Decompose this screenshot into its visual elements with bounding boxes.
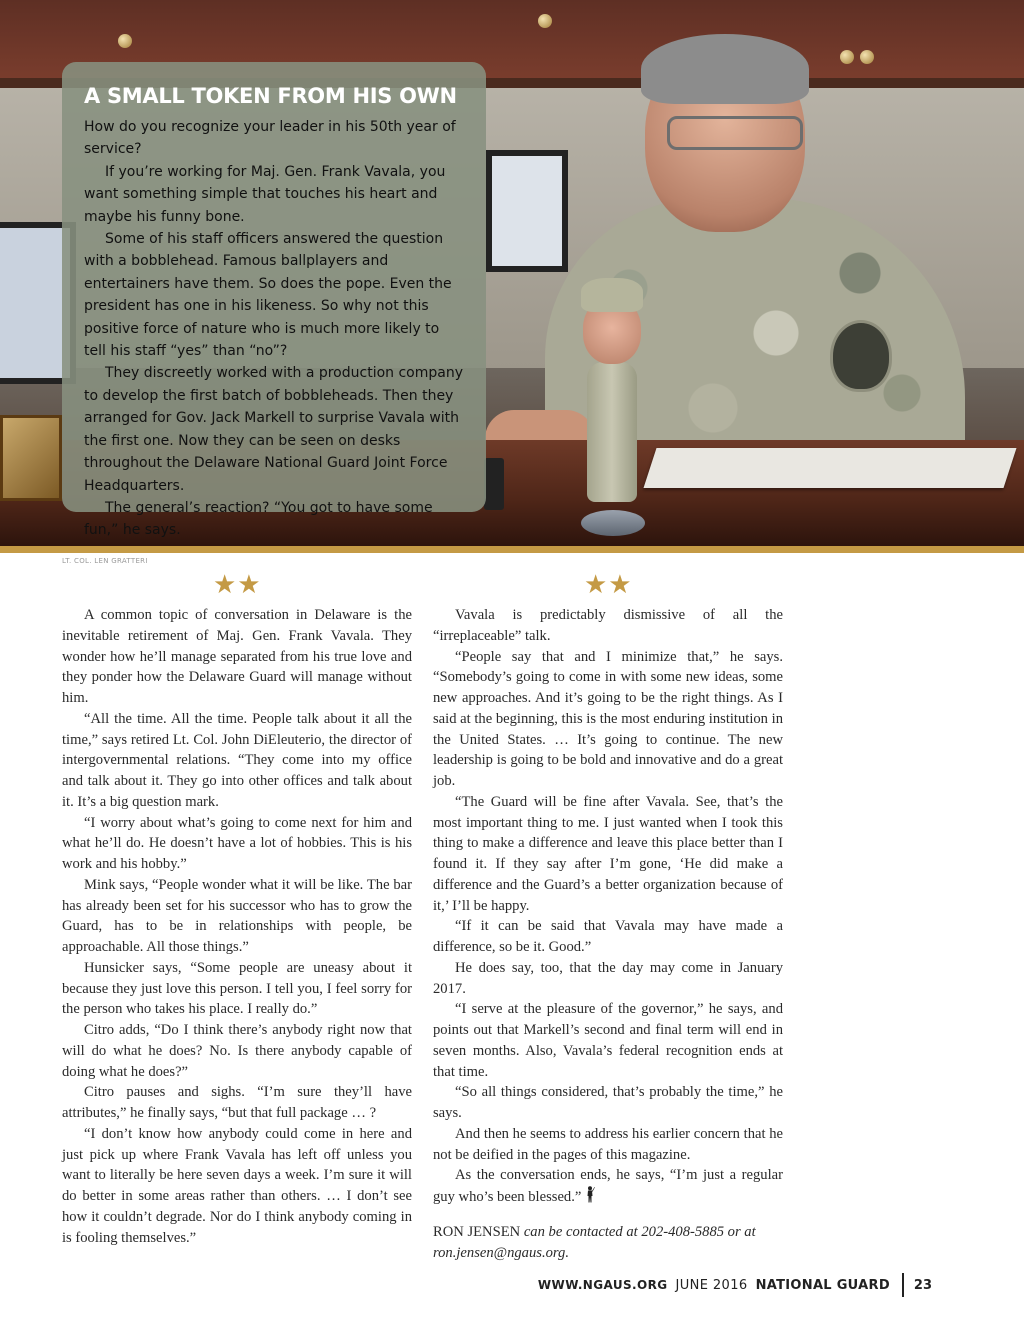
- article-paragraph: He does say, too, that the day may come in January 2017.: [433, 959, 783, 997]
- photo-papers: [644, 448, 1017, 488]
- article-paragraph: “So all things considered, that’s probably the time,” he says.: [433, 1084, 783, 1121]
- author-name: RON JENSEN: [433, 1223, 521, 1240]
- gold-divider: [0, 546, 1024, 553]
- sidebar-paragraph: The general’s reaction? “You got to have some fun,” he says.: [84, 499, 433, 539]
- soldier-end-mark-icon: [585, 1186, 595, 1203]
- article-paragraph: “I worry about what’s going to come next for him and what he’ll do. He doesn’t have a lot of hobbies. This is his work and his hobby.”: [62, 814, 412, 872]
- photo-nameplate: [0, 415, 62, 501]
- footer-magazine: NATIONAL GUARD: [755, 1277, 890, 1293]
- article-paragraph: Vavala is predictably dismissive of all the “irreplaceable” talk.: [433, 607, 783, 644]
- general-glasses: [667, 116, 803, 150]
- photo-credit: LT. COL. LEN GRATTERI: [62, 557, 148, 565]
- article-paragraph-final: [433, 1165, 783, 1208]
- star-ornament-left: ★★: [213, 570, 262, 599]
- footer-date: JUNE 2016: [675, 1277, 748, 1293]
- article-paragraph: “The Guard will be fine after Vavala. See, that’s the most important thing to me. I just wanted when I took this thing to make a difference and leave this place better than I found it. If they say after I’m gone, ‘He did make a difference and the Guard’s a better organization because of it,’ I’ll be happy.: [433, 793, 783, 914]
- article-column-right: [433, 605, 783, 1263]
- general-hair: [641, 34, 809, 104]
- article-paragraph: “If it can be said that Vavala may have made a difference, so be it. Good.”: [433, 918, 783, 955]
- author-byline: [433, 1222, 783, 1264]
- cabinet-knob: [118, 34, 132, 48]
- sidebar-title: A SMALL TOKEN FROM HIS OWN: [84, 84, 457, 108]
- author-contact: can be contacted at 202-408-5885 or at ron.jensen@ngaus.org.: [433, 1223, 756, 1261]
- sidebar-paragraph: They discreetly worked with a production company to develop the first batch of bobbleheads. Then they arranged for Gov. Jack Markell to surprise Vavala with the first one. Now they can be seen on desks throughout the Delaware National Guard Joint Force Headquarters.: [84, 365, 463, 494]
- footer-divider: [902, 1273, 904, 1297]
- article-paragraph: A common topic of conversation in Delaware is the inevitable retirement of Maj. Gen. Frank Vavala. They wonder how he’ll manage separated from his true love and they ponder how the Delaware Guard will manage without him.: [62, 607, 412, 706]
- article-paragraph: “All the time. All the time. People talk about it all the time,” says retired Lt. Col. John DiEleuterio, the director of intergovernmental relations. “They come into my office and talk about it. They go into other offices and talk about it. It’s a big question mark.: [62, 710, 412, 810]
- page-number: 23: [913, 1277, 932, 1293]
- sidebar-paragraph: Some of his staff officers answered the question with a bobblehead. Famous ballplayers and entertainers have them. So does the pope. Even the president has one in his likeness. So why not this positive force of nature who is much more likely to tell his staff “yes” than “no”?: [84, 231, 452, 360]
- article-paragraph: And then he seems to address his earlier concern that he not be deified in the pages of this magazine.: [433, 1125, 783, 1163]
- photo-stapler: [484, 458, 504, 510]
- bobblehead: [573, 278, 653, 540]
- cabinet-knob: [538, 14, 552, 28]
- star-ornament-right: ★★: [584, 570, 633, 599]
- article-paragraph: “I don’t know how anybody could come in here and just pick up where Frank Vavala has left off unless you want to literally be here seven days a week. I’m sure it will do better in some areas rather than others. … I don’t see how it couldn’t degrade. Nor do I think anybody coming in is fooling themselves.”: [62, 1125, 412, 1246]
- uniform-patch: [830, 320, 892, 392]
- article-paragraph: Citro pauses and sighs. “I’m sure they’ll have attributes,” he finally says, “but that full package … ?: [62, 1084, 412, 1121]
- article-column-left: [62, 605, 412, 1248]
- article-paragraph: Citro adds, “Do I think there’s anybody right now that will do what he does? No. Is there anybody capable of doing what he does?”: [62, 1022, 412, 1080]
- bobblehead-cap: [581, 278, 643, 312]
- page-footer: [538, 1273, 932, 1297]
- sidebar-paragraph: How do you recognize your leader in his 50th year of service?: [84, 119, 456, 158]
- bobblehead-body: [587, 362, 637, 502]
- footer-url: WWW.NGAUS.ORG: [537, 1278, 668, 1292]
- sidebar-box: [62, 62, 486, 539]
- final-paragraph-text: As the conversation ends, he says, “I’m just a regular guy who’s been blessed.”: [433, 1167, 783, 1205]
- feature-photo: [0, 0, 1024, 548]
- article-paragraph: “People say that and I minimize that,” he says. “Somebody’s going to come in with some new ideas, some new approaches. And it’s going to be the right things. As I said at the beginning, this is the most enduring institution in the United States. … It’s going to continue. The new leadership is going to be bold and innovative and do a great job.: [433, 648, 783, 789]
- article-paragraph: Mink says, “People wonder what it will be like. The bar has already been set for his successor who has to grow the Guard, has to be in relationships with people, be approachable. All those things.”: [62, 876, 412, 955]
- sidebar-paragraph: If you’re working for Maj. Gen. Frank Vavala, you want something simple that touches his heart and maybe his funny bone.: [84, 163, 446, 225]
- article-paragraph: “I serve at the pleasure of the governor,” he says, and points out that Markell’s second and final term will end in seven months. Also, Vavala’s federal recognition ends at that time.: [433, 1001, 783, 1080]
- bobblehead-base: [581, 510, 645, 536]
- article-paragraph: Hunsicker says, “Some people are uneasy about it because they just love this person. I tell you, I feel sorry for the person who takes his place. I really do.”: [62, 959, 412, 1018]
